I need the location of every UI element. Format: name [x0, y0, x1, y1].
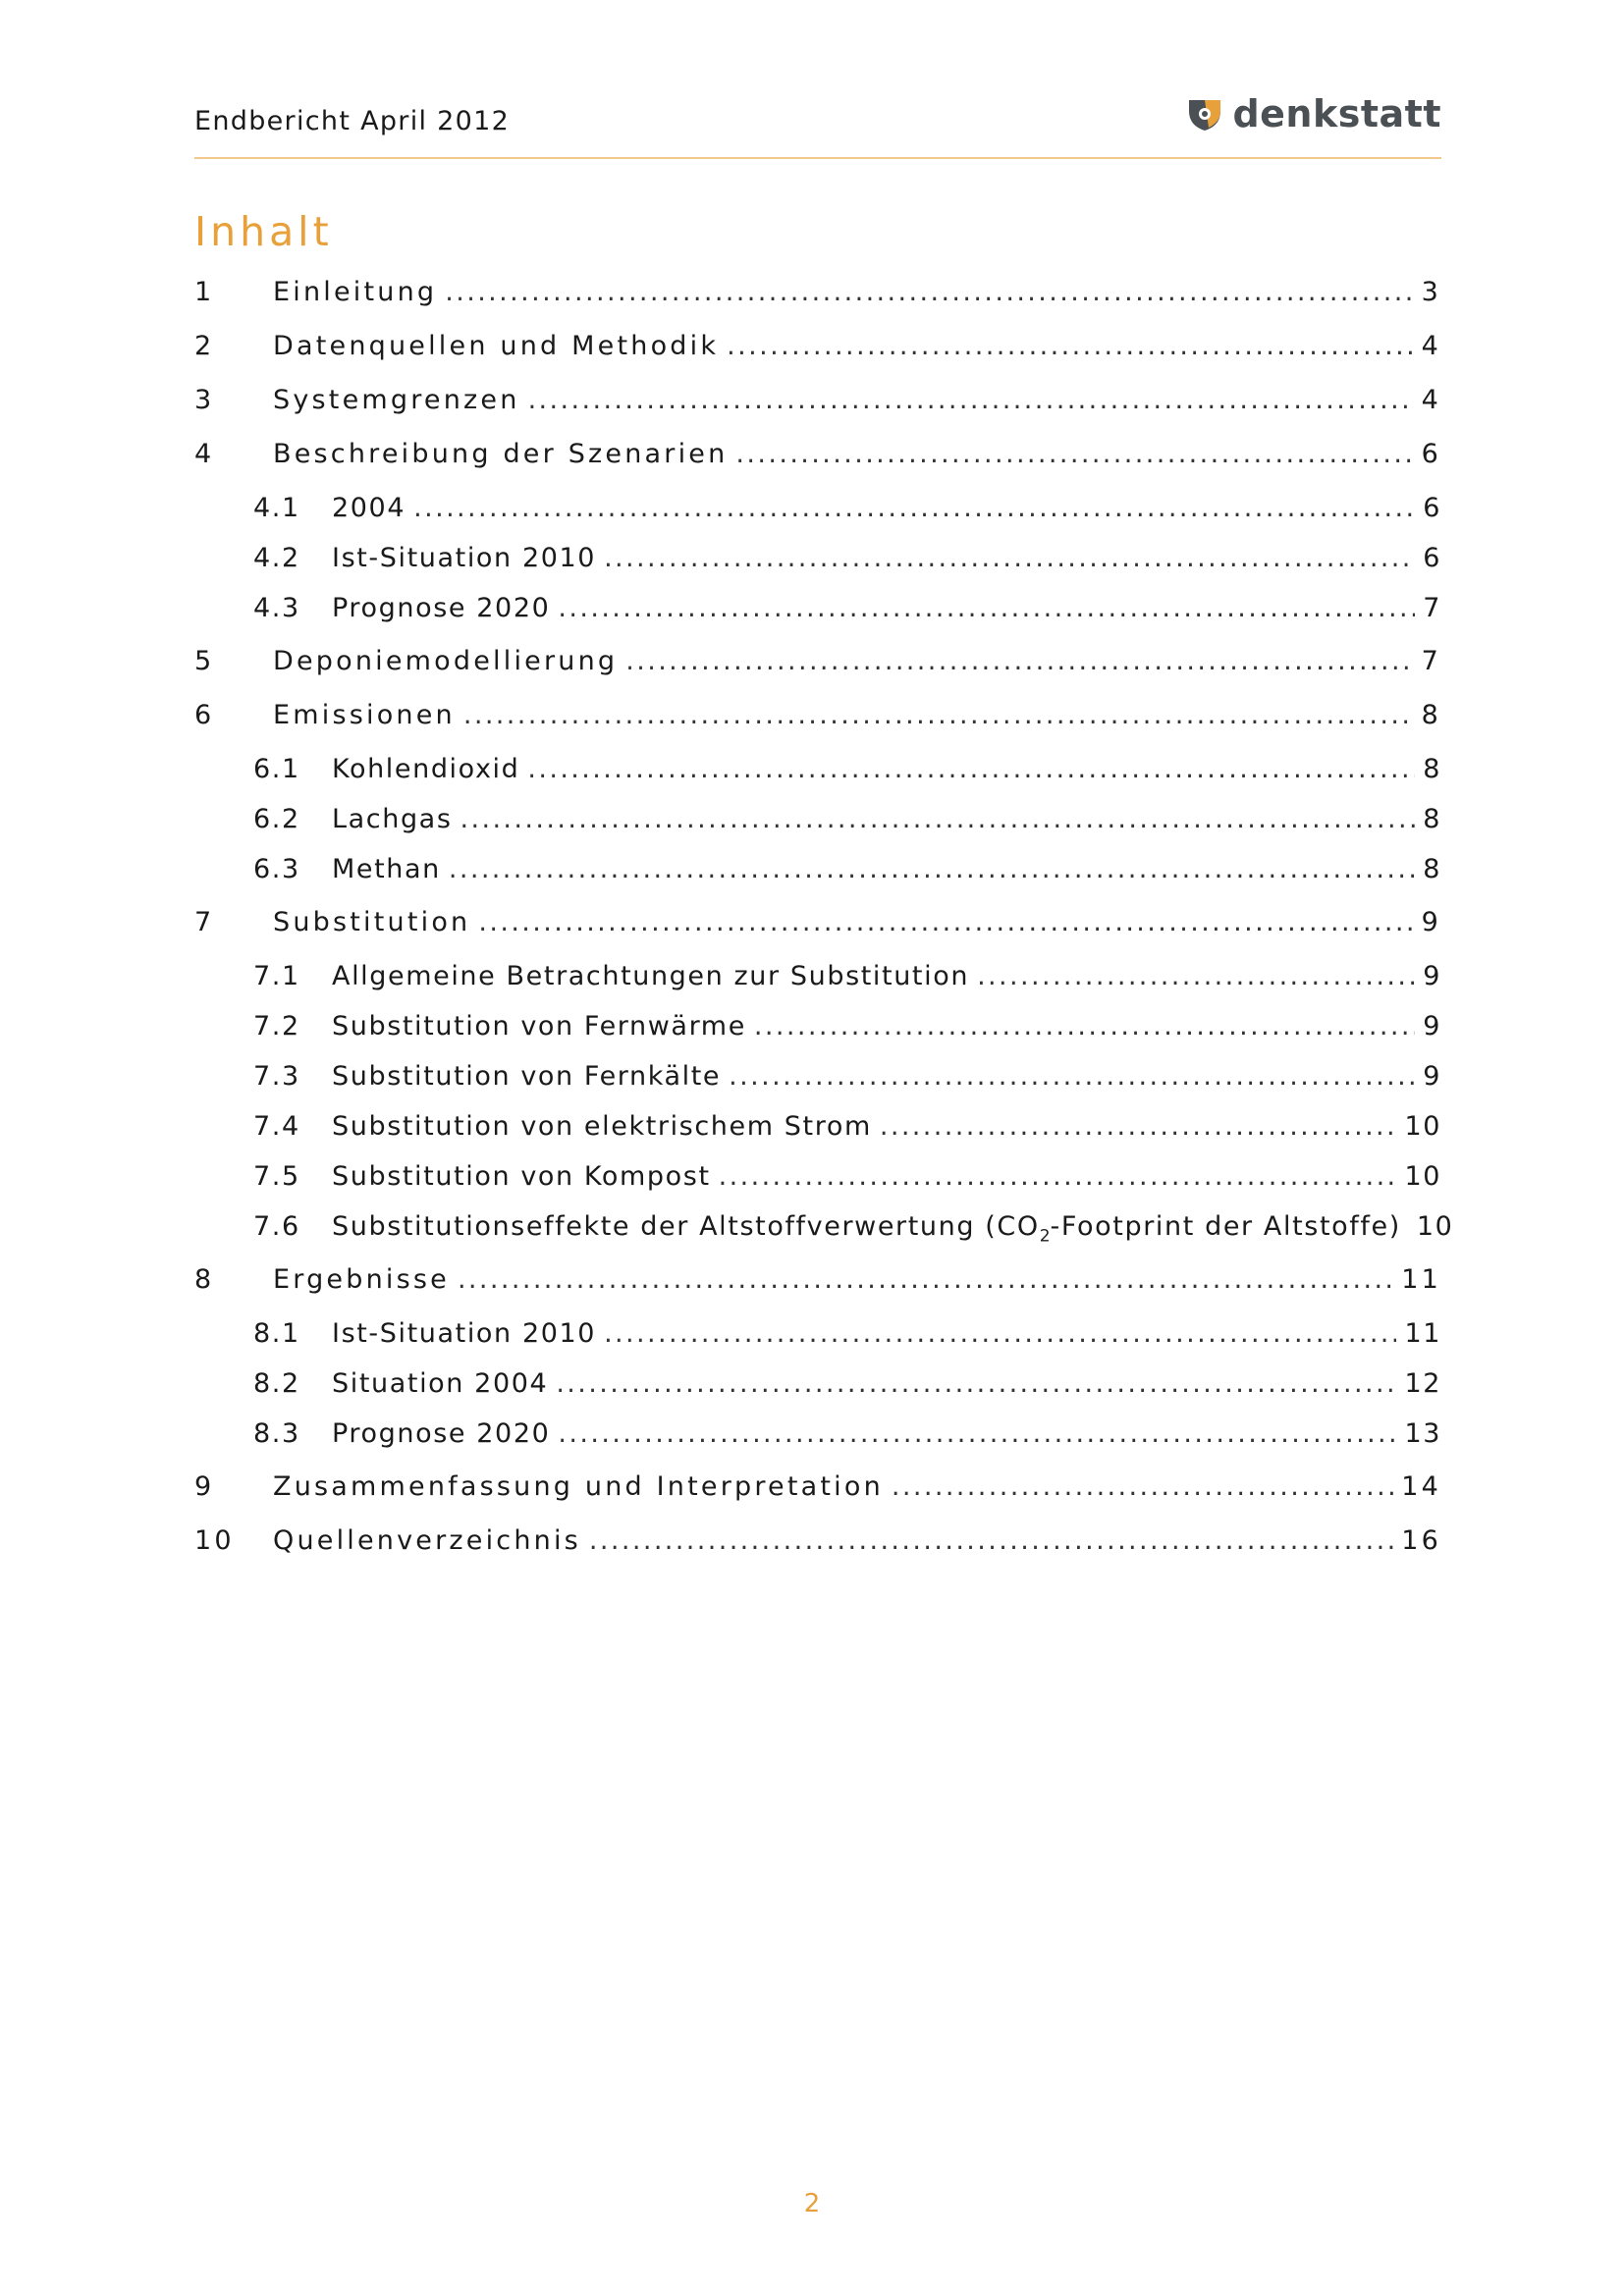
toc-entry[interactable]: [194, 383, 1441, 418]
toc-leader-dots: [719, 1159, 1397, 1195]
toc-subentry[interactable]: [194, 1059, 1441, 1095]
toc-entry-title: Prognose 2020: [332, 593, 551, 623]
toc-entry-page: 9: [1421, 907, 1441, 937]
toc-entry-page: 6: [1421, 439, 1441, 469]
toc-entry-title: Ist-Situation 2010: [332, 1318, 597, 1349]
report-title: Endbericht April 2012: [194, 106, 511, 136]
toc-subentry[interactable]: [194, 852, 1441, 887]
toc-entry-page: 8: [1421, 700, 1441, 730]
toc-leader-dots: [527, 752, 1415, 787]
toc-leader-dots: [463, 698, 1414, 733]
toc-leader-dots: [977, 959, 1415, 994]
toc-entry-number: 7.3: [253, 1061, 300, 1092]
toc-entry-page: 8: [1423, 804, 1441, 834]
toc-entry-page: 3: [1421, 277, 1441, 307]
toc-entry[interactable]: [194, 905, 1441, 940]
toc-entry-title: Lachgas: [332, 804, 453, 834]
toc-entry[interactable]: [194, 1469, 1441, 1505]
toc-subentry[interactable]: [194, 752, 1441, 787]
toc-entry-title: Prognose 2020: [332, 1418, 551, 1449]
toc-subentry[interactable]: [194, 959, 1441, 994]
toc-leader-dots: [449, 852, 1415, 887]
toc-entry-title: Situation 2004: [332, 1368, 549, 1399]
toc-entry[interactable]: [194, 275, 1441, 310]
toc-entry-page: 10: [1404, 1111, 1441, 1142]
toc-leader-dots: [558, 1416, 1396, 1452]
toc-entry-page: 6: [1423, 493, 1441, 523]
toc-entry-page: 9: [1423, 961, 1441, 991]
toc-entry-number: 8.1: [253, 1318, 300, 1349]
toc-leader-dots: [445, 275, 1413, 310]
toc-entry-title: Ist-Situation 2010: [332, 543, 597, 573]
toc-entry-number: 7.6: [253, 1211, 300, 1242]
toc-entry-title: Beschreibung der Szenarien: [273, 439, 729, 469]
toc-leader-dots: [625, 644, 1413, 679]
toc-title: Inhalt: [194, 208, 333, 255]
toc-entry-title-part: -Footprint der Altstoffe): [1050, 1211, 1401, 1242]
toc-entry-number: 3: [194, 385, 215, 415]
toc-entry-page: 8: [1423, 854, 1441, 884]
toc-subentry[interactable]: [194, 491, 1441, 526]
toc-entry-number: 8: [194, 1264, 215, 1295]
page-header: [194, 94, 1441, 159]
toc-entry-title: Substitution von elektrischem Strom: [332, 1111, 872, 1142]
toc-entry[interactable]: [194, 698, 1441, 733]
toc-leader-dots: [589, 1523, 1393, 1559]
toc-leader-dots: [604, 541, 1415, 576]
toc-leader-dots: [880, 1109, 1397, 1145]
toc-entry-title: Substitution von Kompost: [332, 1161, 711, 1192]
toc-entry-number: 5: [194, 646, 215, 676]
toc-leader-dots: [604, 1316, 1396, 1352]
toc-entry-page: 9: [1423, 1011, 1441, 1041]
toc-entry-page: 16: [1401, 1525, 1441, 1556]
denkstatt-logo: [1185, 94, 1441, 133]
toc-entry-number: 6.1: [253, 754, 300, 784]
toc-leader-dots: [754, 1009, 1415, 1044]
toc-entry-title: Substitution von Fernwärme: [332, 1011, 746, 1041]
toc-leader-dots: [558, 591, 1415, 626]
toc-entry[interactable]: [194, 1262, 1441, 1298]
toc-leader-dots: [727, 329, 1413, 364]
toc-entry-title: Einleitung: [273, 277, 438, 307]
toc-entry-title-part: Substitutionseffekte der Altstoffverwertung (CO: [332, 1211, 1040, 1242]
toc-entry-page: 12: [1404, 1368, 1441, 1399]
toc-entry-number: 4: [194, 439, 215, 469]
toc-entry-number: 7.5: [253, 1161, 300, 1192]
toc-entry-title: Zusammenfassung und Interpretation: [273, 1471, 884, 1502]
toc-leader-dots: [528, 383, 1414, 418]
toc-entry-number: 2: [194, 331, 215, 361]
toc-entry-number: 4.2: [253, 543, 300, 573]
toc-entry-title: Methan: [332, 854, 441, 884]
toc-entry-page: 7: [1423, 593, 1441, 623]
toc-leader-dots: [556, 1366, 1396, 1402]
toc-entry[interactable]: [194, 644, 1441, 679]
toc-entry-number: 6: [194, 700, 215, 730]
toc-entry-title: Emissionen: [273, 700, 456, 730]
toc-entry-page: 10: [1404, 1161, 1441, 1192]
toc-entry-title: [332, 1209, 1401, 1254]
toc-leader-dots: [478, 905, 1413, 940]
toc-entry-title: Substitution von Fernkälte: [332, 1061, 722, 1092]
toc-entry-title: Kohlendioxid: [332, 754, 520, 784]
toc-entry-page: 4: [1421, 385, 1441, 415]
denkstatt-logo-icon: [1185, 94, 1224, 133]
toc-entry-page: 14: [1401, 1471, 1441, 1502]
toc-entry[interactable]: [194, 329, 1441, 364]
toc-entry-page: 13: [1404, 1418, 1441, 1449]
toc-entry[interactable]: [194, 437, 1441, 472]
toc-entry-page: 11: [1404, 1318, 1441, 1349]
toc-entry-title: Quellenverzeichnis: [273, 1525, 581, 1556]
toc-subentry[interactable]: [194, 1416, 1441, 1452]
toc-entry-page: 7: [1421, 646, 1441, 676]
toc-entry-number: 4.1: [253, 493, 300, 523]
toc-entry-page: 8: [1423, 754, 1441, 784]
toc-entry-number: 7.1: [253, 961, 300, 991]
toc-leader-dots: [892, 1469, 1393, 1505]
toc-entry-title: Ergebnisse: [273, 1264, 450, 1295]
toc-subentry[interactable]: [194, 802, 1441, 837]
toc-subentry[interactable]: [194, 591, 1441, 626]
toc-entry-title: Allgemeine Betrachtungen zur Substitution: [332, 961, 970, 991]
co2-subscript: 2: [1039, 1226, 1051, 1247]
toc-leader-dots: [458, 1262, 1393, 1298]
toc-entry-number: 7.2: [253, 1011, 300, 1041]
toc-entry-title: Substitution: [273, 907, 471, 937]
toc-subentry[interactable]: [194, 1366, 1441, 1402]
toc-subentry[interactable]: [194, 1316, 1441, 1352]
toc-entry-number: 10: [194, 1525, 235, 1556]
toc-subentry[interactable]: [194, 1209, 1454, 1247]
toc-leader-dots: [735, 437, 1413, 472]
toc-entry-number: 7: [194, 907, 215, 937]
toc-entry-number: 4.3: [253, 593, 300, 623]
toc-entry-number: 6.3: [253, 854, 300, 884]
toc-subentry[interactable]: [194, 1159, 1441, 1195]
toc-entry-title: 2004: [332, 493, 406, 523]
toc-entry-title: Systemgrenzen: [273, 385, 520, 415]
toc-entry-number: 6.2: [253, 804, 300, 834]
page-number: 2: [803, 2189, 821, 2218]
toc-entry-page: 9: [1423, 1061, 1441, 1092]
toc-subentry[interactable]: [194, 541, 1441, 576]
toc-entry[interactable]: [194, 1523, 1441, 1559]
toc-entry-page: 11: [1401, 1264, 1441, 1295]
toc-subentry[interactable]: [194, 1109, 1441, 1145]
toc-entry-title: Deponiemodellierung: [273, 646, 619, 676]
toc-entry-page: 10: [1416, 1211, 1454, 1242]
toc-entry-number: 7.4: [253, 1111, 300, 1142]
toc-leader-dots: [413, 491, 1415, 526]
logo-wordmark: denkstatt: [1232, 92, 1441, 135]
toc-entry-page: 4: [1421, 331, 1441, 361]
toc-subentry[interactable]: [194, 1009, 1441, 1044]
toc-entry-number: 9: [194, 1471, 215, 1502]
toc-entry-number: 1: [194, 277, 215, 307]
toc-entry-number: 8.2: [253, 1368, 300, 1399]
toc-entry-number: 8.3: [253, 1418, 300, 1449]
toc-leader-dots: [460, 802, 1416, 837]
toc-leader-dots: [729, 1059, 1415, 1095]
toc-entry-title: Datenquellen und Methodik: [273, 331, 720, 361]
toc-entry-page: 6: [1423, 543, 1441, 573]
